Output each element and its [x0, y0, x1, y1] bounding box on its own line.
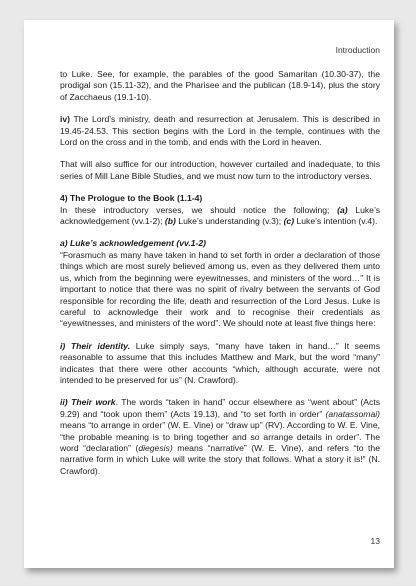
- point-label-iv: iv): [60, 114, 71, 125]
- book-page: [24, 20, 394, 568]
- section-heading-prologue: 4) The Prologue to the Book (1.1-4): [60, 193, 203, 204]
- paragraph-their-work: ii) Their work. The words “taken in hand” occur elsewhere as “went about” (Acts 9.29) and “took upon them” (Acts 19.13), and “to set forth in order” (anatassomai) means “to arrange in order” (W. E. Vine) or “draw up” (RV). According to W. E. Vine, “the probable meaning is to bring together and so arrange details in order”. The word “declaration” (diegesis) means “narrative” (W. E. Vine), and refers “to the narrative form in which Luke will write the story that follows. What a story it is!” (N. Crawford).: [60, 397, 380, 476]
- running-header: Introduction: [335, 45, 380, 55]
- paragraph-acknowledgement-quote: “Forasmuch as many have taken in hand to set forth in order a declaration of those things which are most surely believed among us, even as they delivered them unto us, which from the beginning were eyewitnesses, and ministers of the word…” It is important to notice that there was no spirit of rivalry between the servants of God responsible for recording the life, death and resurrection of the Lord Jesus. Luke is careful to acknowledge their work and to recognise their credentials as “eyewitnesses, and ministers of the word”. We should note at least five things here:: [60, 249, 380, 329]
- paragraph-introduction-close: That will also suffice for our introduction, however curtailed and inadequate, to this series of Mill Lane Bible Studies, and we must now turn to the introductory verses.: [60, 159, 380, 181]
- paragraph-prologue-points: In these introductory verses, we should notice the following; (a) Luke’s acknowledgement (vv.1-2); (b) Luke’s understanding (v.3); (c) Luke’s intention (v.4).: [60, 204, 380, 227]
- paragraph-ministry-jerusalem: iv) The Lord’s ministry, death and resurrection at Jerusalem. This is described in 19.45-24.53. This section begins with the Lord in the temple, continues with the Lord on the cross and in the tomb, and ends with the Lord in heaven.: [60, 114, 380, 148]
- paragraph-their-identity: i) Their identity. Luke simply says, “many have taken in hand…” It seems reasonable to assume that this includes Matthew and Mark, but the word “many” indicates that there were other accounts “which, although accurate, were not intended to be preserved for us” (N. Crawford).: [60, 340, 380, 385]
- page-number: 13: [370, 536, 380, 546]
- body-text: [60, 69, 380, 477]
- paragraph-luke-parables: to Luke. See, for example, the parables of the good Samaritan (10.30-37), the prodigal son (15.11-32), and the Pharisee and the publican (18.9-14), plus the story of Zacchaeus (19.1-10).: [60, 69, 380, 102]
- section-heading-acknowledgement: a) Luke’s acknowledgement (vv.1-2): [60, 238, 206, 249]
